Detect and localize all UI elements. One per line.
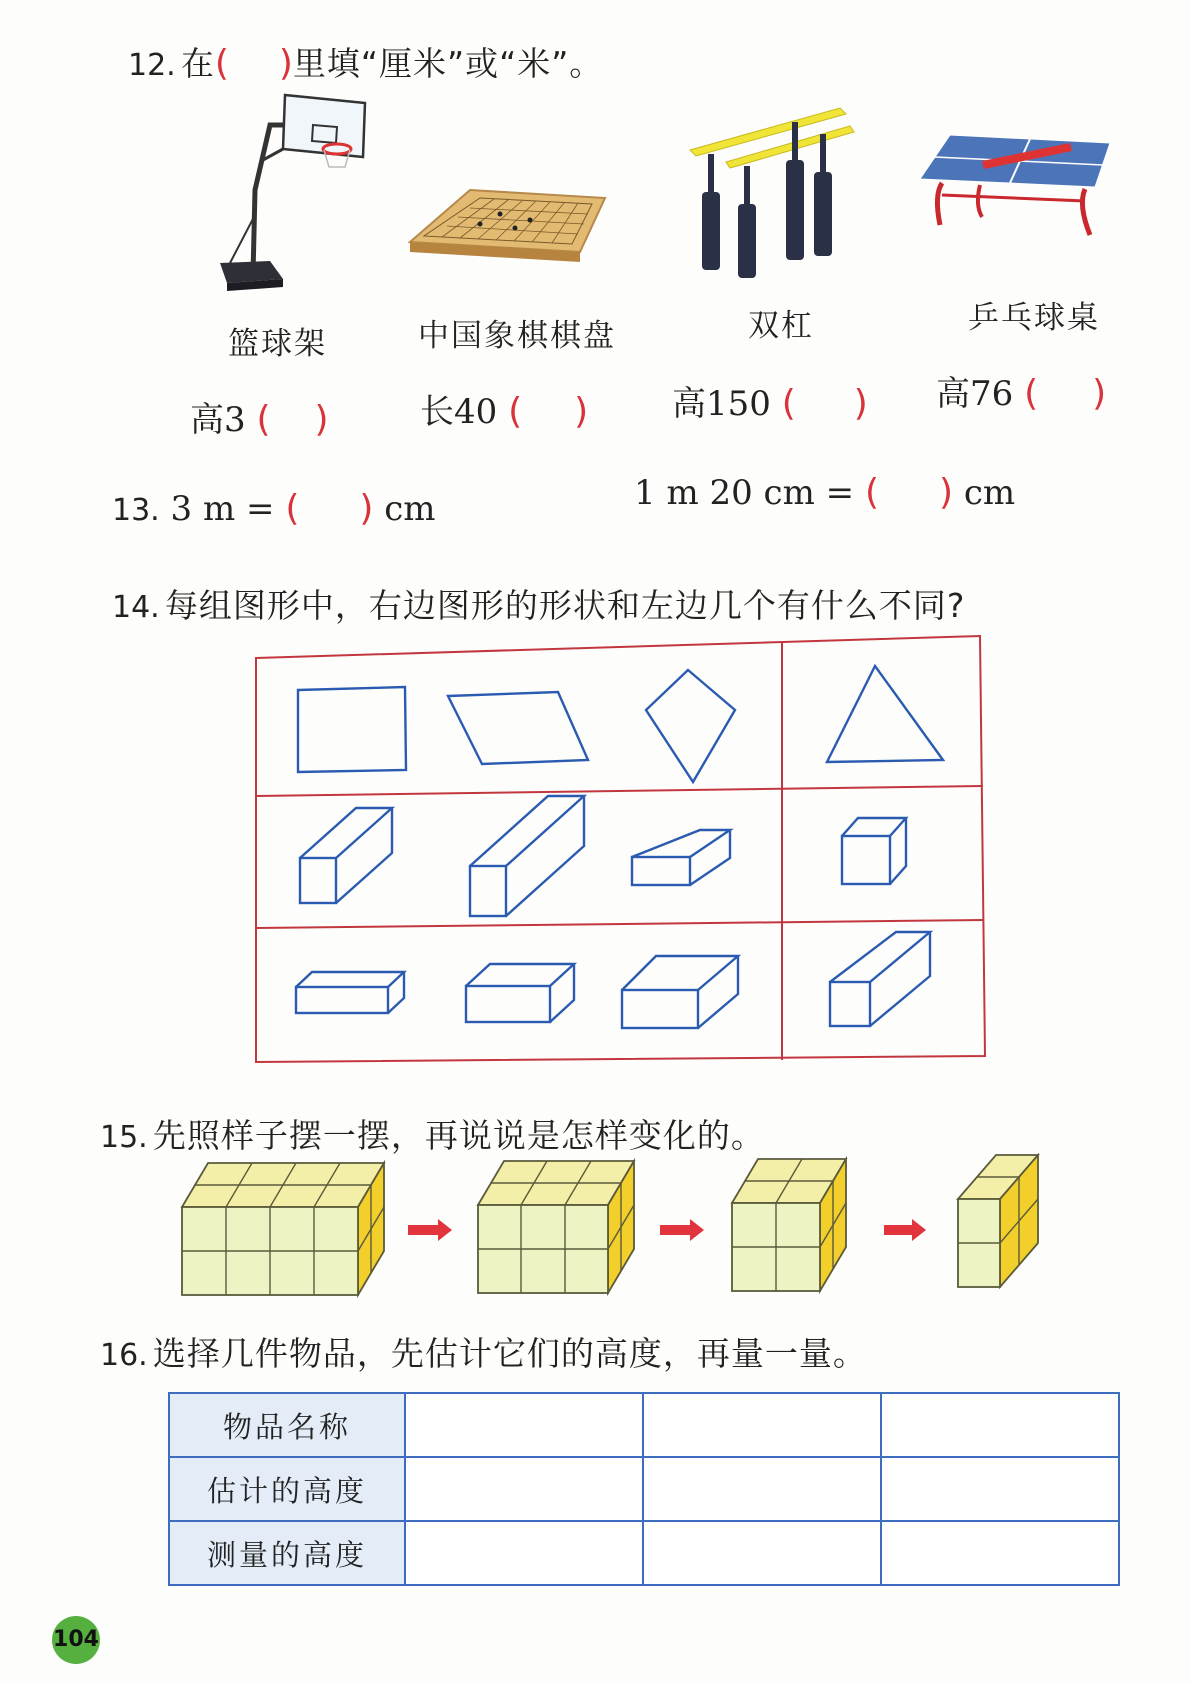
table-row <box>169 1457 1119 1521</box>
table-cell[interactable] <box>881 1393 1119 1457</box>
table-cell[interactable] <box>643 1393 881 1457</box>
measure-chessboard: 长40 ( ) <box>420 391 589 432</box>
q15-number: 15. <box>100 1120 148 1155</box>
row-header-measured-height: 测量的高度 <box>169 1521 405 1585</box>
q13-number: 13. <box>112 493 160 528</box>
row-header-estimated-height: 估计的高度 <box>169 1457 405 1521</box>
q12-text-before: 在 <box>180 44 215 83</box>
measurement-table <box>168 1392 1120 1586</box>
q16-text: 选择几件物品，先估计它们的高度，再量一量。 <box>152 1334 867 1373</box>
table-cell[interactable] <box>405 1521 643 1585</box>
row-header-item-name: 物品名称 <box>169 1393 405 1457</box>
q14-text: 每组图形中，右边图形的形状和左边几个有什么不同? <box>164 586 966 625</box>
table-cell[interactable] <box>405 1393 643 1457</box>
table-cell[interactable] <box>643 1457 881 1521</box>
table-cell[interactable] <box>643 1521 881 1585</box>
q13-expression-2: 1 m 20 cm = ( ) cm <box>634 472 1016 513</box>
arrow-icon <box>660 1219 704 1241</box>
q15-text: 先照样子摆一摆，再说说是怎样变化的。 <box>152 1116 765 1155</box>
page-number-badge: 104 <box>52 1616 100 1664</box>
cube-block-3x2x2 <box>478 1161 634 1293</box>
arrow-icon <box>408 1219 452 1241</box>
cube-block-2x2x2 <box>732 1159 846 1291</box>
q13-expression-1: 13. 3 m = ( ) cm <box>112 488 436 529</box>
q12-paren-close: ) <box>278 43 293 84</box>
measure-parallel-bars: 高150 ( ) <box>672 383 868 424</box>
q16-number: 16. <box>100 1338 148 1373</box>
item-name-chessboard: 中国象棋棋盘 <box>418 318 616 354</box>
item-name-ping-pong-table: 乒乓球桌 <box>968 300 1100 336</box>
q14-number: 14. <box>112 590 160 625</box>
measure-ping-pong-table: 高76 ( ) <box>936 373 1107 414</box>
cube-block-4x2x2 <box>182 1163 384 1295</box>
arrow-icon <box>884 1219 926 1241</box>
table-cell[interactable] <box>881 1521 1119 1585</box>
cube-block-1x2x2 <box>958 1155 1038 1287</box>
q12-text-after: 里填“厘米”或“米”。 <box>292 44 604 83</box>
q16-title <box>100 1328 867 1375</box>
table-row <box>169 1521 1119 1585</box>
item-name-basketball: 篮球架 <box>228 326 327 362</box>
measure-basketball: 高3 ( ) <box>190 399 329 440</box>
item-name-parallel-bars: 双杠 <box>748 308 814 344</box>
table-cell[interactable] <box>881 1457 1119 1521</box>
table-row <box>169 1393 1119 1457</box>
table-cell[interactable] <box>405 1457 643 1521</box>
q12-number: 12. <box>128 48 176 83</box>
q12-paren-open: ( <box>214 43 229 84</box>
